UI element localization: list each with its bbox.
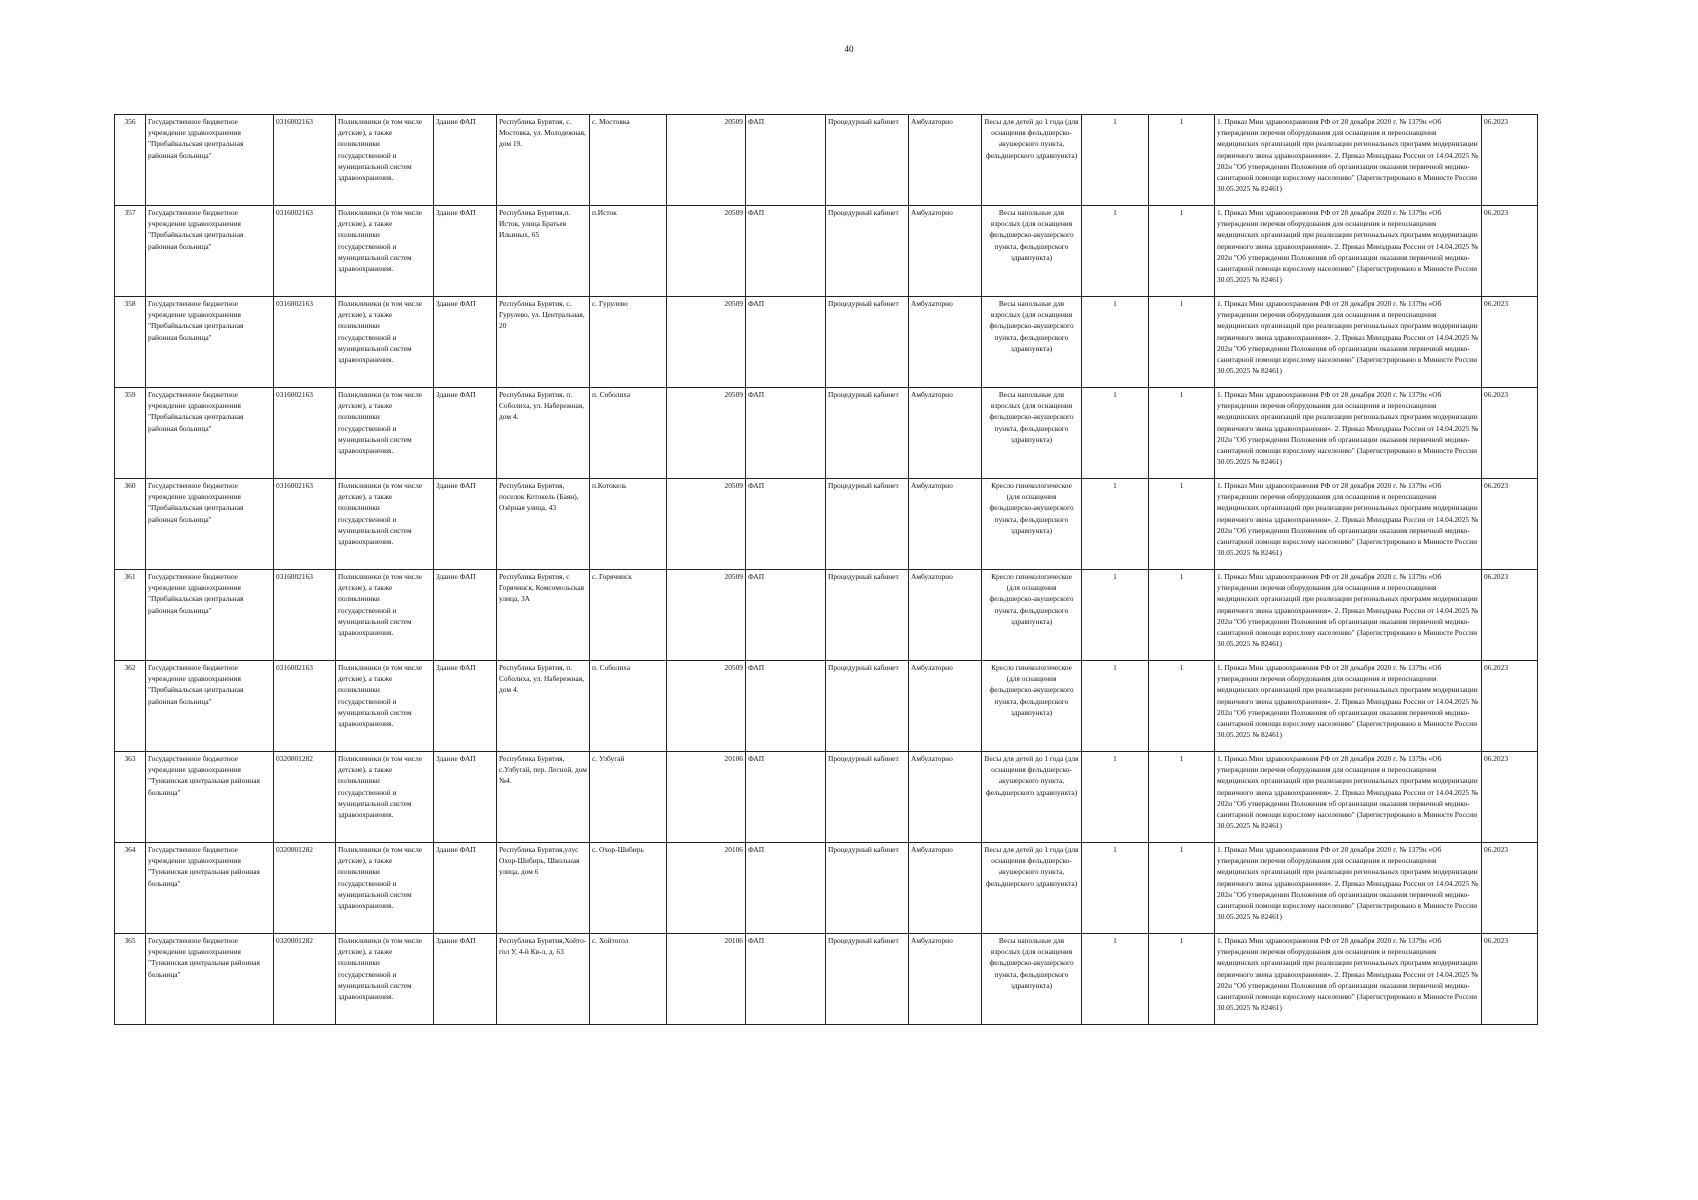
settlement-cell: с. Мостовка — [590, 115, 667, 206]
address-cell: Республика Бурятия, с. Мостовка, ул. Молодежная, дом 19. — [497, 115, 590, 206]
quantity-needed-cell: 1 — [1082, 479, 1149, 570]
address-cell: Республика Бурятия,улус Охор-Шибирь, Школьная улица, дом 6 — [497, 843, 590, 934]
inn-cell: 0316002163 — [274, 661, 336, 752]
table-row — [115, 206, 1538, 297]
building-cell: Здание ФАП — [434, 843, 497, 934]
building-cell: Здание ФАП — [434, 479, 497, 570]
row-number: 360 — [115, 479, 146, 570]
equipment-cell: Весы для детей до 1 года (для оснащения фельдшерско-акушерского пункта, фельдшерского здравпункта) — [982, 843, 1082, 934]
equipment-cell: Весы напольные для взрослых (для оснащения фельдшерско-акушерского пункта, фельдшерского здравпункта) — [982, 388, 1082, 479]
quantity-planned-cell: 1 — [1149, 661, 1215, 752]
code-cell: 20106 — [667, 843, 746, 934]
room-cell: Процедурный кабинет — [826, 479, 909, 570]
room-cell: Процедурный кабинет — [826, 115, 909, 206]
quantity-planned-cell: 1 — [1149, 934, 1215, 1025]
care-mode-cell: Амбулаторно — [909, 479, 982, 570]
table-row — [115, 843, 1538, 934]
date-cell: 06.2023 — [1482, 661, 1538, 752]
quantity-needed-cell: 1 — [1082, 297, 1149, 388]
inn-cell: 0316002163 — [274, 297, 336, 388]
room-cell: Процедурный кабинет — [826, 843, 909, 934]
building-cell: Здание ФАП — [434, 206, 497, 297]
regulation-cell: 1. Приказ Мин здравоохранения РФ от 28 декабря 2020 г. № 1379н «Об утверждении перечня оборудования для оснащения и переоснащения медицинских организаций при реализации региональных программ модернизации первичного звена здравоохранения». 2. Приказ Минздрава России от 14.04.2025 № 202н "Об утверждении Положения об организации оказания первичной медико-санитарной помощи взрослому населению" (Зарегистрировано в Минюсте России 30.05.2025 № 82461) — [1215, 115, 1482, 206]
facility-type-cell: ФАП — [746, 297, 826, 388]
date-cell: 06.2023 — [1482, 206, 1538, 297]
facility-type-cell: ФАП — [746, 206, 826, 297]
code-cell: 20509 — [667, 479, 746, 570]
quantity-needed-cell: 1 — [1082, 752, 1149, 843]
care-mode-cell: Амбулаторно — [909, 297, 982, 388]
date-cell: 06.2023 — [1482, 388, 1538, 479]
address-cell: Республика Бурятия, п. Соболиха, ул. Набережная, дом 4. — [497, 388, 590, 479]
facility-type-cell: ФАП — [746, 752, 826, 843]
regulation-cell: 1. Приказ Мин здравоохранения РФ от 28 декабря 2020 г. № 1379н «Об утверждении перечня оборудования для оснащения и переоснащения медицинских организаций при реализации региональных программ модернизации первичного звена здравоохранения». 2. Приказ Минздрава России от 14.04.2025 № 202н "Об утверждении Положения об организации оказания первичной медико-санитарной помощи взрослому населению" (Зарегистрировано в Минюсте России 30.05.2025 № 82461) — [1215, 843, 1482, 934]
code-cell: 20509 — [667, 297, 746, 388]
table-row — [115, 570, 1538, 661]
table-body — [115, 115, 1538, 1025]
row-number: 358 — [115, 297, 146, 388]
address-cell: Республика Бурятия, п. Соболиха, ул. Набережная, дом 4. — [497, 661, 590, 752]
regulation-cell: 1. Приказ Мин здравоохранения РФ от 28 декабря 2020 г. № 1379н «Об утверждении перечня оборудования для оснащения и переоснащения медицинских организаций при реализации региональных программ модернизации первичного звена здравоохранения». 2. Приказ Минздрава России от 14.04.2025 № 202н "Об утверждении Положения об организации оказания первичной медико-санитарной помощи взрослому населению" (Зарегистрировано в Минюсте России 30.05.2025 № 82461) — [1215, 297, 1482, 388]
regulation-cell: 1. Приказ Мин здравоохранения РФ от 28 декабря 2020 г. № 1379н «Об утверждении перечня оборудования для оснащения и переоснащения медицинских организаций при реализации региональных программ модернизации первичного звена здравоохранения». 2. Приказ Минздрава России от 14.04.2025 № 202н "Об утверждении Положения об организации оказания первичной медико-санитарной помощи взрослому населению" (Зарегистрировано в Минюсте России 30.05.2025 № 82461) — [1215, 206, 1482, 297]
row-number: 359 — [115, 388, 146, 479]
table-row — [115, 752, 1538, 843]
care-mode-cell: Амбулаторно — [909, 843, 982, 934]
category-cell: Поликлиники (в том числе детские), а также поликлиники государственной и муниципальной систем здравоохранения. — [336, 297, 434, 388]
table-row — [115, 115, 1538, 206]
building-cell: Здание ФАП — [434, 934, 497, 1025]
table-row — [115, 934, 1538, 1025]
row-number: 364 — [115, 843, 146, 934]
date-cell: 06.2023 — [1482, 570, 1538, 661]
room-cell: Процедурный кабинет — [826, 297, 909, 388]
regulation-cell: 1. Приказ Мин здравоохранения РФ от 28 декабря 2020 г. № 1379н «Об утверждении перечня оборудования для оснащения и переоснащения медицинских организаций при реализации региональных программ модернизации первичного звена здравоохранения». 2. Приказ Минздрава России от 14.04.2025 № 202н "Об утверждении Положения об организации оказания первичной медико-санитарной помощи взрослому населению" (Зарегистрировано в Минюсте России 30.05.2025 № 82461) — [1215, 661, 1482, 752]
quantity-needed-cell: 1 — [1082, 661, 1149, 752]
equipment-cell: Кресло гинекологическое (для оснащения фельдшерско-акушерского пункта, фельдшерского здравпункта) — [982, 661, 1082, 752]
quantity-planned-cell: 1 — [1149, 752, 1215, 843]
room-cell: Процедурный кабинет — [826, 388, 909, 479]
category-cell: Поликлиники (в том числе детские), а также поликлиники государственной и муниципальной систем здравоохранения. — [336, 388, 434, 479]
inn-cell: 0316002163 — [274, 388, 336, 479]
room-cell: Процедурный кабинет — [826, 206, 909, 297]
address-cell: Республика Бурятия,п. Исток, улица Братьев Ильиных, 65 — [497, 206, 590, 297]
organization-cell: Государственное бюджетное учреждение здравоохранения "Тункинская центральная районная больница" — [146, 843, 274, 934]
date-cell: 06.2023 — [1482, 479, 1538, 570]
regulation-cell: 1. Приказ Мин здравоохранения РФ от 28 декабря 2020 г. № 1379н «Об утверждении перечня оборудования для оснащения и переоснащения медицинских организаций при реализации региональных программ модернизации первичного звена здравоохранения». 2. Приказ Минздрава России от 14.04.2025 № 202н "Об утверждении Положения об организации оказания первичной медико-санитарной помощи взрослому населению" (Зарегистрировано в Минюсте России 30.05.2025 № 82461) — [1215, 388, 1482, 479]
date-cell: 06.2023 — [1482, 843, 1538, 934]
settlement-cell: с. Горячинск — [590, 570, 667, 661]
facility-type-cell: ФАП — [746, 570, 826, 661]
category-cell: Поликлиники (в том числе детские), а также поликлиники государственной и муниципальной систем здравоохранения. — [336, 115, 434, 206]
row-number: 356 — [115, 115, 146, 206]
code-cell: 20509 — [667, 206, 746, 297]
quantity-planned-cell: 1 — [1149, 843, 1215, 934]
facility-type-cell: ФАП — [746, 115, 826, 206]
room-cell: Процедурный кабинет — [826, 934, 909, 1025]
table-row — [115, 388, 1538, 479]
equipment-cell: Весы напольные для взрослых (для оснащения фельдшерско-акушерского пункта, фельдшерского здравпункта) — [982, 206, 1082, 297]
quantity-needed-cell: 1 — [1082, 388, 1149, 479]
category-cell: Поликлиники (в том числе детские), а также поликлиники государственной и муниципальной систем здравоохранения. — [336, 661, 434, 752]
quantity-needed-cell: 1 — [1082, 570, 1149, 661]
regulation-cell: 1. Приказ Мин здравоохранения РФ от 28 декабря 2020 г. № 1379н «Об утверждении перечня оборудования для оснащения и переоснащения медицинских организаций при реализации региональных программ модернизации первичного звена здравоохранения». 2. Приказ Минздрава России от 14.04.2025 № 202н "Об утверждении Положения об организации оказания первичной медико-санитарной помощи взрослому населению" (Зарегистрировано в Минюсте России 30.05.2025 № 82461) — [1215, 570, 1482, 661]
regulation-cell: 1. Приказ Мин здравоохранения РФ от 28 декабря 2020 г. № 1379н «Об утверждении перечня оборудования для оснащения и переоснащения медицинских организаций при реализации региональных программ модернизации первичного звена здравоохранения». 2. Приказ Минздрава России от 14.04.2025 № 202н "Об утверждении Положения об организации оказания первичной медико-санитарной помощи взрослому населению" (Зарегистрировано в Минюсте России 30.05.2025 № 82461) — [1215, 934, 1482, 1025]
care-mode-cell: Амбулаторно — [909, 752, 982, 843]
settlement-cell: п. Соболиха — [590, 388, 667, 479]
date-cell: 06.2023 — [1482, 115, 1538, 206]
settlement-cell: с. Хойтогол — [590, 934, 667, 1025]
row-number: 362 — [115, 661, 146, 752]
care-mode-cell: Амбулаторно — [909, 934, 982, 1025]
address-cell: Республика Бурятия, с.Улбугай, пер. Лесной, дом №4. — [497, 752, 590, 843]
row-number: 361 — [115, 570, 146, 661]
care-mode-cell: Амбулаторно — [909, 206, 982, 297]
quantity-needed-cell: 1 — [1082, 934, 1149, 1025]
equipment-cell: Весы для детей до 1 года (для оснащения фельдшерско-акушерского пункта, фельдшерского здравпункта) — [982, 752, 1082, 843]
row-number: 365 — [115, 934, 146, 1025]
date-cell: 06.2023 — [1482, 752, 1538, 843]
organization-cell: Государственное бюджетное учреждение здравоохранения "Тункинская центральная районная больница" — [146, 934, 274, 1025]
page-number: 40 — [844, 44, 854, 54]
facility-type-cell: ФАП — [746, 843, 826, 934]
organization-cell: Государственное бюджетное учреждение здравоохранения "Прибайкальская центральная районная больница" — [146, 661, 274, 752]
care-mode-cell: Амбулаторно — [909, 115, 982, 206]
table-row — [115, 661, 1538, 752]
category-cell: Поликлиники (в том числе детские), а также поликлиники государственной и муниципальной систем здравоохранения. — [336, 752, 434, 843]
equipment-cell: Весы для детей до 1 года (для оснащения фельдшерско-акушерского пункта, фельдшерского здравпункта) — [982, 115, 1082, 206]
inn-cell: 0320001282 — [274, 752, 336, 843]
address-cell: Республика Бурятия, с. Гурулево, ул. Центральная, 20 — [497, 297, 590, 388]
date-cell: 06.2023 — [1482, 297, 1538, 388]
quantity-planned-cell: 1 — [1149, 206, 1215, 297]
quantity-needed-cell: 1 — [1082, 843, 1149, 934]
settlement-cell: п.Исток — [590, 206, 667, 297]
building-cell: Здание ФАП — [434, 297, 497, 388]
table-row — [115, 297, 1538, 388]
code-cell: 20509 — [667, 115, 746, 206]
category-cell: Поликлиники (в том числе детские), а также поликлиники государственной и муниципальной систем здравоохранения. — [336, 934, 434, 1025]
facility-type-cell: ФАП — [746, 661, 826, 752]
quantity-planned-cell: 1 — [1149, 479, 1215, 570]
organization-cell: Государственное бюджетное учреждение здравоохранения "Прибайкальская центральная районная больница" — [146, 297, 274, 388]
category-cell: Поликлиники (в том числе детские), а также поликлиники государственной и муниципальной систем здравоохранения. — [336, 206, 434, 297]
inn-cell: 0316002163 — [274, 570, 336, 661]
address-cell: Республика Бурятия,Хойто-гол У, 4-й Кв-л, д. 63 — [497, 934, 590, 1025]
quantity-needed-cell: 1 — [1082, 115, 1149, 206]
equipment-cell: Весы напольные для взрослых (для оснащения фельдшерско-акушерского пункта, фельдшерского здравпункта) — [982, 934, 1082, 1025]
quantity-needed-cell: 1 — [1082, 206, 1149, 297]
row-number: 357 — [115, 206, 146, 297]
organization-cell: Государственное бюджетное учреждение здравоохранения "Прибайкальская центральная районная больница" — [146, 388, 274, 479]
inn-cell: 0316002163 — [274, 115, 336, 206]
inn-cell: 0316002163 — [274, 206, 336, 297]
facility-type-cell: ФАП — [746, 479, 826, 570]
code-cell: 20106 — [667, 934, 746, 1025]
category-cell: Поликлиники (в том числе детские), а также поликлиники государственной и муниципальной систем здравоохранения. — [336, 843, 434, 934]
organization-cell: Государственное бюджетное учреждение здравоохранения "Прибайкальская центральная районная больница" — [146, 479, 274, 570]
settlement-cell: п.Котокель — [590, 479, 667, 570]
quantity-planned-cell: 1 — [1149, 570, 1215, 661]
settlement-cell: с. Охор-Шибирь — [590, 843, 667, 934]
building-cell: Здание ФАП — [434, 752, 497, 843]
settlement-cell: с. Улбугай — [590, 752, 667, 843]
room-cell: Процедурный кабинет — [826, 752, 909, 843]
quantity-planned-cell: 1 — [1149, 115, 1215, 206]
category-cell: Поликлиники (в том числе детские), а также поликлиники государственной и муниципальной систем здравоохранения. — [336, 570, 434, 661]
organization-cell: Государственное бюджетное учреждение здравоохранения "Прибайкальская центральная районная больница" — [146, 115, 274, 206]
address-cell: Республика Бурятия, поселок Котокель (Баян), Озёрная улица, 43 — [497, 479, 590, 570]
equipment-registry-table — [114, 114, 1538, 1025]
organization-cell: Государственное бюджетное учреждение здравоохранения "Прибайкальская центральная районная больница" — [146, 570, 274, 661]
building-cell: Здание ФАП — [434, 570, 497, 661]
inn-cell: 0320001282 — [274, 843, 336, 934]
facility-type-cell: ФАП — [746, 388, 826, 479]
equipment-cell: Кресло гинекологическое (для оснащения фельдшерско-акушерского пункта, фельдшерского здравпункта) — [982, 570, 1082, 661]
settlement-cell: с. Гурулево — [590, 297, 667, 388]
equipment-cell: Кресло гинекологическое (для оснащения фельдшерско-акушерского пункта, фельдшерского здравпункта) — [982, 479, 1082, 570]
regulation-cell: 1. Приказ Мин здравоохранения РФ от 28 декабря 2020 г. № 1379н «Об утверждении перечня оборудования для оснащения и переоснащения медицинских организаций при реализации региональных программ модернизации первичного звена здравоохранения». 2. Приказ Минздрава России от 14.04.2025 № 202н "Об утверждении Положения об организации оказания первичной медико-санитарной помощи взрослому населению" (Зарегистрировано в Минюсте России 30.05.2025 № 82461) — [1215, 752, 1482, 843]
facility-type-cell: ФАП — [746, 934, 826, 1025]
category-cell: Поликлиники (в том числе детские), а также поликлиники государственной и муниципальной систем здравоохранения. — [336, 479, 434, 570]
organization-cell: Государственное бюджетное учреждение здравоохранения "Прибайкальская центральная районная больница" — [146, 206, 274, 297]
address-cell: Республика Бурятия, с Горячинск, Комсомольская улица, 3А — [497, 570, 590, 661]
room-cell: Процедурный кабинет — [826, 661, 909, 752]
care-mode-cell: Амбулаторно — [909, 388, 982, 479]
care-mode-cell: Амбулаторно — [909, 661, 982, 752]
equipment-cell: Весы напольные для взрослых (для оснащения фельдшерско-акушерского пункта, фельдшерского здравпункта) — [982, 297, 1082, 388]
row-number: 363 — [115, 752, 146, 843]
code-cell: 20509 — [667, 388, 746, 479]
organization-cell: Государственное бюджетное учреждение здравоохранения "Тункинская центральная районная больница" — [146, 752, 274, 843]
code-cell: 20509 — [667, 661, 746, 752]
inn-cell: 0320001282 — [274, 934, 336, 1025]
regulation-cell: 1. Приказ Мин здравоохранения РФ от 28 декабря 2020 г. № 1379н «Об утверждении перечня оборудования для оснащения и переоснащения медицинских организаций при реализации региональных программ модернизации первичного звена здравоохранения». 2. Приказ Минздрава России от 14.04.2025 № 202н "Об утверждении Положения об организации оказания первичной медико-санитарной помощи взрослому населению" (Зарегистрировано в Минюсте России 30.05.2025 № 82461) — [1215, 479, 1482, 570]
table-row — [115, 479, 1538, 570]
building-cell: Здание ФАП — [434, 661, 497, 752]
quantity-planned-cell: 1 — [1149, 297, 1215, 388]
code-cell: 20509 — [667, 570, 746, 661]
code-cell: 20106 — [667, 752, 746, 843]
settlement-cell: п. Соболиха — [590, 661, 667, 752]
building-cell: Здание ФАП — [434, 388, 497, 479]
building-cell: Здание ФАП — [434, 115, 497, 206]
care-mode-cell: Амбулаторно — [909, 570, 982, 661]
inn-cell: 0316002163 — [274, 479, 336, 570]
date-cell: 06.2023 — [1482, 934, 1538, 1025]
room-cell: Процедурный кабинет — [826, 570, 909, 661]
quantity-planned-cell: 1 — [1149, 388, 1215, 479]
